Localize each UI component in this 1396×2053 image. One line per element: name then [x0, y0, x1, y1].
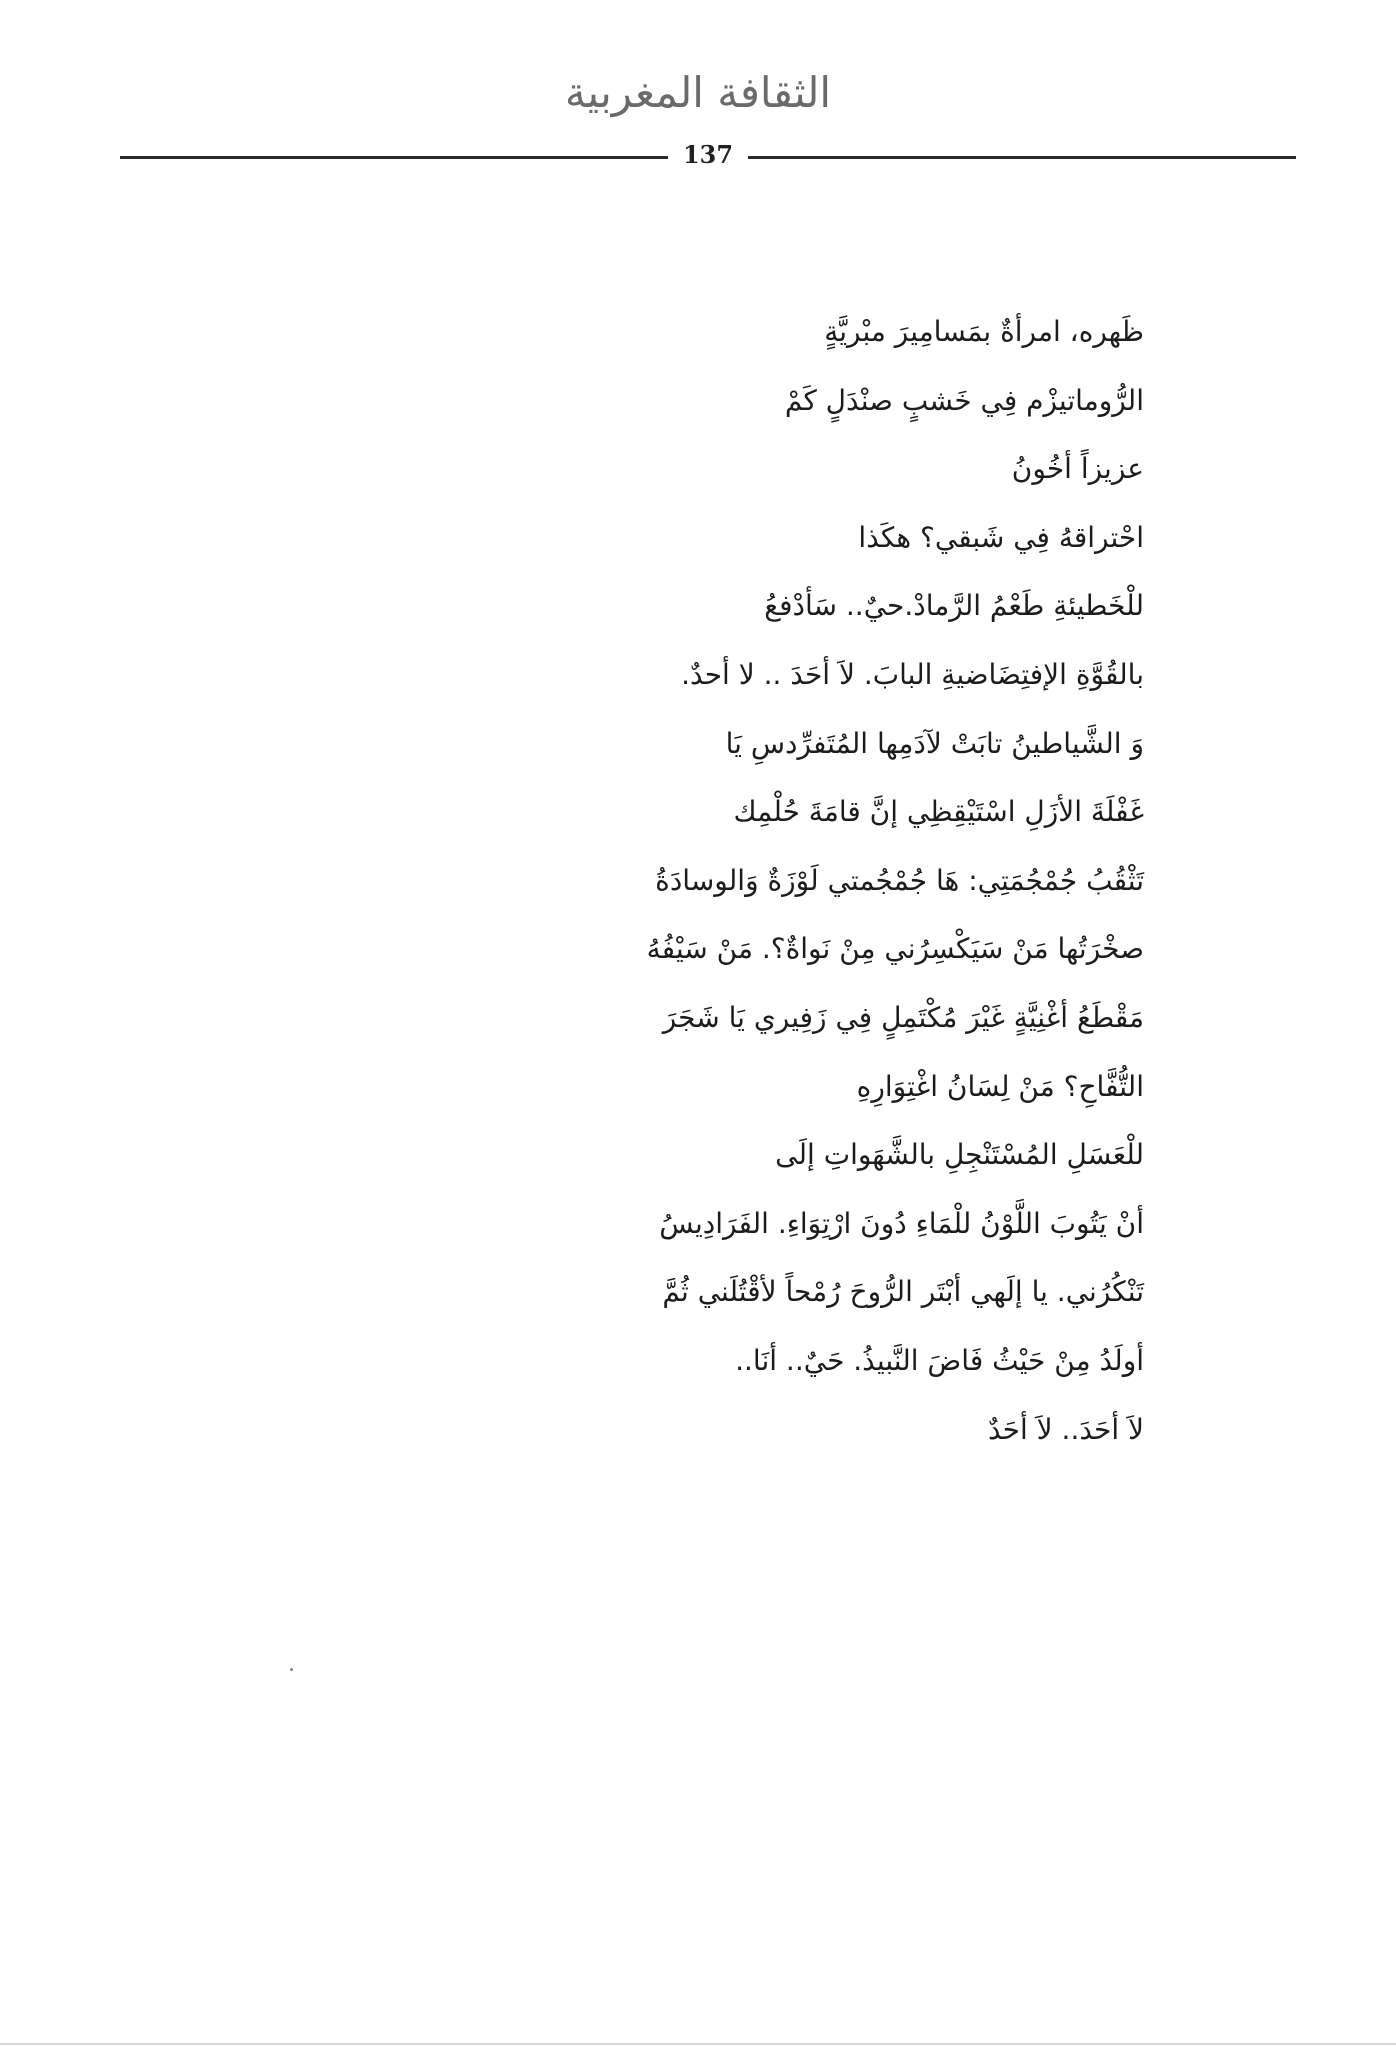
poem-line: أنْ يَتُوبَ اللَّوْنُ للْمَاءِ دُونَ ارْتِوَاءِ. الفَرَادِيسُ: [659, 1206, 1144, 1240]
scan-speck: [290, 1668, 293, 1671]
header-rule-right: [748, 156, 1296, 159]
poem-line: أولَدُ مِنْ حَيْثُ فَاضَ النَّبيذُ. حَيٌ.. أنَا..: [735, 1343, 1144, 1377]
poem-line: وَ الشَّياطينُ تابَتْ لآدَمِها المُتَفرِّدسِ يَا: [725, 726, 1144, 760]
poem-line: غَفْلَةَ الأزَلِ اسْتَيْقِظِي إنَّ قامَةَ حُلْمِك: [733, 795, 1144, 829]
poem-line: لاَ أحَدَ.. لاَ أحَدٌ: [987, 1412, 1144, 1446]
poem-line: للْعَسَلِ المُسْتَنْجِلِ بالشَّهَواتِ إلَى: [775, 1138, 1144, 1172]
poem-line: مَقْطَعُ أغْنِيَّةٍ غَيْرَ مُكْتَمِلٍ فِي زَفِيري يَا شَجَرَ: [662, 1000, 1144, 1034]
header-rule-left: [120, 156, 668, 159]
header-rule: [120, 140, 1296, 174]
poem-line: للْخَطيئةِ طَعْمُ الرَّمادْ.حيٌ.. سَأدْفعُ: [764, 589, 1144, 623]
page-number: 137: [682, 140, 734, 169]
journal-title: الثقافة المغربية: [564, 68, 832, 117]
poem-text: [364, 298, 1144, 1464]
poem-line: ظَهره، امرأةٌ بمَسامِيرَ مبْريَّةٍ: [824, 315, 1144, 348]
poem-line: التُّفَّاحِ؟ مَنْ لِسَانُ اغْتِوَارِهِ: [856, 1069, 1144, 1103]
poem-line: بالقُوَّةِ الإفتِضَاضيةِ البابَ. لاَ أحَدَ .. لا أحدٌ.: [681, 657, 1144, 691]
scan-edge: [0, 2043, 1396, 2045]
poem-line: عزيزاً أخُونُ: [1011, 452, 1144, 486]
poem-line: الرُّوماتيزْم فِي خَشبٍ صنْدَلٍ كَمْ: [784, 383, 1144, 417]
poem-line: احْتراقهُ فِي شَبقي؟ هكَذا: [858, 520, 1144, 554]
poem-line: تَثْقُبُ جُمْجُمَتِي: هَا جُمْجُمتي لَوْزَةٌ وَالوسادَةُ: [655, 863, 1144, 897]
poem-line: صخْرَتُها مَنْ سَيَكْسِرُني مِنْ نَواةٌ؟. مَنْ سَيْفُهُ: [646, 932, 1144, 966]
poem-line: تَنْكُرُني. يا إلَهي أبْتَر الرُّوحَ رُمْحاً لأقْتُلَني ثُمَّ: [662, 1275, 1144, 1309]
